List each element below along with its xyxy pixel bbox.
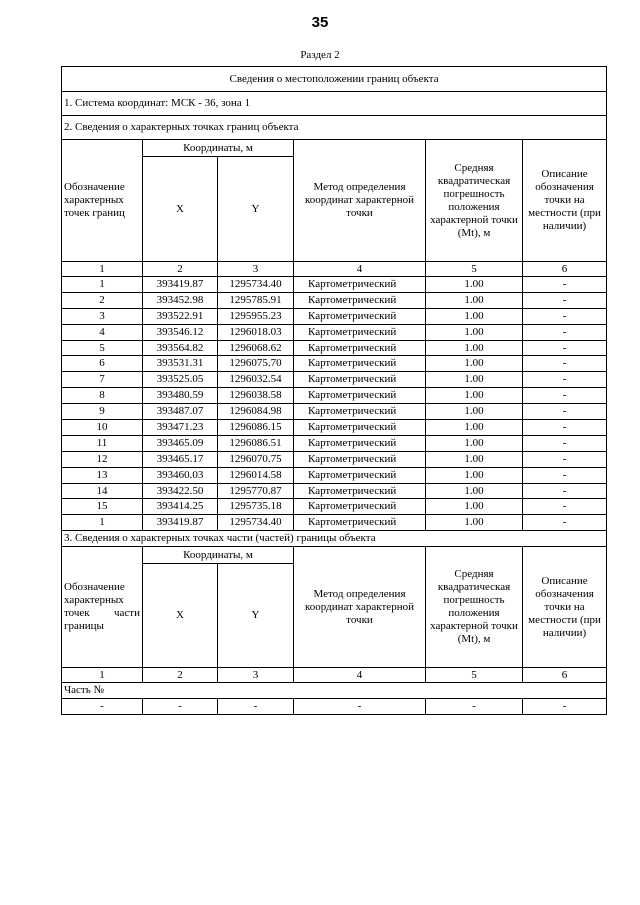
header-coordinates-part: Координаты, м — [143, 547, 294, 564]
point-x: 393564.82 — [143, 340, 218, 356]
table-row — [62, 515, 607, 531]
point-x: 393531.31 — [143, 356, 218, 372]
point-desc: - — [523, 292, 607, 308]
point-x: 393522.91 — [143, 308, 218, 324]
point-mt: 1.00 — [426, 356, 523, 372]
section3-title: 3. Сведения о характерных точках части (частей) границы объекта — [62, 531, 607, 547]
point-number: 13 — [62, 467, 143, 483]
header-designation: Обозначение характерных точек границ — [62, 140, 143, 262]
point-y: 1296018.03 — [218, 324, 294, 340]
point-method: Картометрический — [294, 292, 426, 308]
column-numbers-row-part — [62, 668, 607, 683]
header-y: Y — [218, 157, 294, 262]
point-number: 4 — [62, 324, 143, 340]
point-y: 1296086.15 — [218, 420, 294, 436]
point-desc: - — [523, 404, 607, 420]
point-mt: 1.00 — [426, 420, 523, 436]
point-y: 1296014.58 — [218, 467, 294, 483]
point-mt: 1.00 — [426, 435, 523, 451]
point-desc: - — [523, 499, 607, 515]
column-number: 6 — [523, 668, 607, 683]
point-number: 8 — [62, 388, 143, 404]
point-x: 393419.87 — [143, 277, 218, 293]
point-number: 9 — [62, 404, 143, 420]
coord-system: 1. Система координат: МСК - 36, зона 1 — [62, 92, 607, 116]
column-number: 1 — [62, 262, 143, 277]
point-method: Картометрический — [294, 451, 426, 467]
table-title: Сведения о местоположении границ объекта — [62, 67, 607, 92]
part-cell: - — [218, 699, 294, 715]
column-number: 5 — [426, 668, 523, 683]
table-row — [62, 324, 607, 340]
point-desc: - — [523, 483, 607, 499]
point-number: 11 — [62, 435, 143, 451]
table-row — [62, 308, 607, 324]
boundary-table — [61, 66, 607, 715]
point-x: 393460.03 — [143, 467, 218, 483]
table-row — [62, 499, 607, 515]
point-mt: 1.00 — [426, 483, 523, 499]
table-row — [62, 420, 607, 436]
point-y: 1296068.62 — [218, 340, 294, 356]
point-x: 393465.17 — [143, 451, 218, 467]
point-mt: 1.00 — [426, 277, 523, 293]
point-mt: 1.00 — [426, 451, 523, 467]
part-cell: - — [294, 699, 426, 715]
point-y: 1296075.70 — [218, 356, 294, 372]
point-y: 1295770.87 — [218, 483, 294, 499]
header-coordinates: Координаты, м — [143, 140, 294, 157]
point-number: 12 — [62, 451, 143, 467]
column-number: 4 — [294, 668, 426, 683]
header-description: Описание обозначения точки на местности (при наличии) — [523, 140, 607, 262]
header-method: Метод определения координат характерной точки — [294, 140, 426, 262]
table-row — [62, 292, 607, 308]
point-mt: 1.00 — [426, 499, 523, 515]
point-number: 2 — [62, 292, 143, 308]
header-method-part: Метод определения координат характерной точки — [294, 547, 426, 668]
point-y: 1295955.23 — [218, 308, 294, 324]
point-desc: - — [523, 420, 607, 436]
point-mt: 1.00 — [426, 404, 523, 420]
point-method: Картометрический — [294, 435, 426, 451]
point-x: 393487.07 — [143, 404, 218, 420]
column-number: 3 — [218, 262, 294, 277]
point-method: Картометрический — [294, 372, 426, 388]
point-number: 5 — [62, 340, 143, 356]
point-y: 1296032.54 — [218, 372, 294, 388]
table-row — [62, 404, 607, 420]
column-number: 5 — [426, 262, 523, 277]
point-mt: 1.00 — [426, 372, 523, 388]
column-number: 3 — [218, 668, 294, 683]
point-x: 393419.87 — [143, 515, 218, 531]
table-row — [62, 277, 607, 293]
table-row — [62, 483, 607, 499]
point-desc: - — [523, 451, 607, 467]
point-y: 1296086.51 — [218, 435, 294, 451]
point-mt: 1.00 — [426, 515, 523, 531]
point-y: 1296084.98 — [218, 404, 294, 420]
header-x: X — [143, 157, 218, 262]
column-numbers-row — [62, 262, 607, 277]
point-mt: 1.00 — [426, 340, 523, 356]
header-designation-part: Обозначение характерных точек части границы — [62, 547, 143, 668]
point-method: Картометрический — [294, 340, 426, 356]
point-mt: 1.00 — [426, 467, 523, 483]
header-error-part: Средняя квадратическая погрешность положения характерной точки (Mt), м — [426, 547, 523, 668]
column-number: 1 — [62, 668, 143, 683]
table-row — [62, 356, 607, 372]
point-desc: - — [523, 340, 607, 356]
table-row — [62, 467, 607, 483]
point-x: 393546.12 — [143, 324, 218, 340]
point-desc: - — [523, 356, 607, 372]
point-desc: - — [523, 388, 607, 404]
point-mt: 1.00 — [426, 324, 523, 340]
point-x: 393452.98 — [143, 292, 218, 308]
column-number: 4 — [294, 262, 426, 277]
point-desc: - — [523, 277, 607, 293]
table-row — [62, 435, 607, 451]
point-number: 15 — [62, 499, 143, 515]
point-x: 393414.25 — [143, 499, 218, 515]
point-desc: - — [523, 372, 607, 388]
point-mt: 1.00 — [426, 308, 523, 324]
part-cell: - — [62, 699, 143, 715]
point-method: Картометрический — [294, 499, 426, 515]
point-mt: 1.00 — [426, 388, 523, 404]
point-number: 6 — [62, 356, 143, 372]
part-empty-row — [62, 699, 607, 715]
point-x: 393525.05 — [143, 372, 218, 388]
header-x-part: X — [143, 564, 218, 668]
part-cell: - — [523, 699, 607, 715]
table-row — [62, 340, 607, 356]
point-y: 1296038.58 — [218, 388, 294, 404]
point-method: Картометрический — [294, 483, 426, 499]
point-x: 393422.50 — [143, 483, 218, 499]
table-row — [62, 372, 607, 388]
part-cell: - — [143, 699, 218, 715]
point-method: Картометрический — [294, 324, 426, 340]
point-method: Картометрический — [294, 356, 426, 372]
column-number: 2 — [143, 262, 218, 277]
page-number: 35 — [311, 14, 329, 31]
point-mt: 1.00 — [426, 292, 523, 308]
point-desc: - — [523, 308, 607, 324]
point-method: Картометрический — [294, 308, 426, 324]
point-desc: - — [523, 324, 607, 340]
point-method: Картометрический — [294, 404, 426, 420]
section-label: Раздел 2 — [300, 49, 340, 61]
point-number: 10 — [62, 420, 143, 436]
part-label: Часть № — [62, 683, 607, 699]
point-method: Картометрический — [294, 515, 426, 531]
point-number: 1 — [62, 515, 143, 531]
point-number: 14 — [62, 483, 143, 499]
point-method: Картометрический — [294, 277, 426, 293]
point-y: 1295734.40 — [218, 277, 294, 293]
column-number: 6 — [523, 262, 607, 277]
point-number: 1 — [62, 277, 143, 293]
point-desc: - — [523, 435, 607, 451]
point-y: 1296070.75 — [218, 451, 294, 467]
point-number: 7 — [62, 372, 143, 388]
header-y-part: Y — [218, 564, 294, 668]
column-number: 2 — [143, 668, 218, 683]
point-y: 1295735.18 — [218, 499, 294, 515]
point-y: 1295734.40 — [218, 515, 294, 531]
header-description-part: Описание обозначения точки на местности (при наличии) — [523, 547, 607, 668]
table-row — [62, 451, 607, 467]
point-number: 3 — [62, 308, 143, 324]
point-method: Картометрический — [294, 420, 426, 436]
section2-title: 2. Сведения о характерных точках границ объекта — [62, 116, 607, 140]
point-y: 1295785.91 — [218, 292, 294, 308]
point-x: 393471.23 — [143, 420, 218, 436]
table-row — [62, 388, 607, 404]
header-error: Средняя квадратическая погрешность положения характерной точки (Mt), м — [426, 140, 523, 262]
point-desc: - — [523, 515, 607, 531]
point-method: Картометрический — [294, 467, 426, 483]
point-method: Картометрический — [294, 388, 426, 404]
part-cell: - — [426, 699, 523, 715]
point-x: 393480.59 — [143, 388, 218, 404]
point-x: 393465.09 — [143, 435, 218, 451]
point-desc: - — [523, 467, 607, 483]
